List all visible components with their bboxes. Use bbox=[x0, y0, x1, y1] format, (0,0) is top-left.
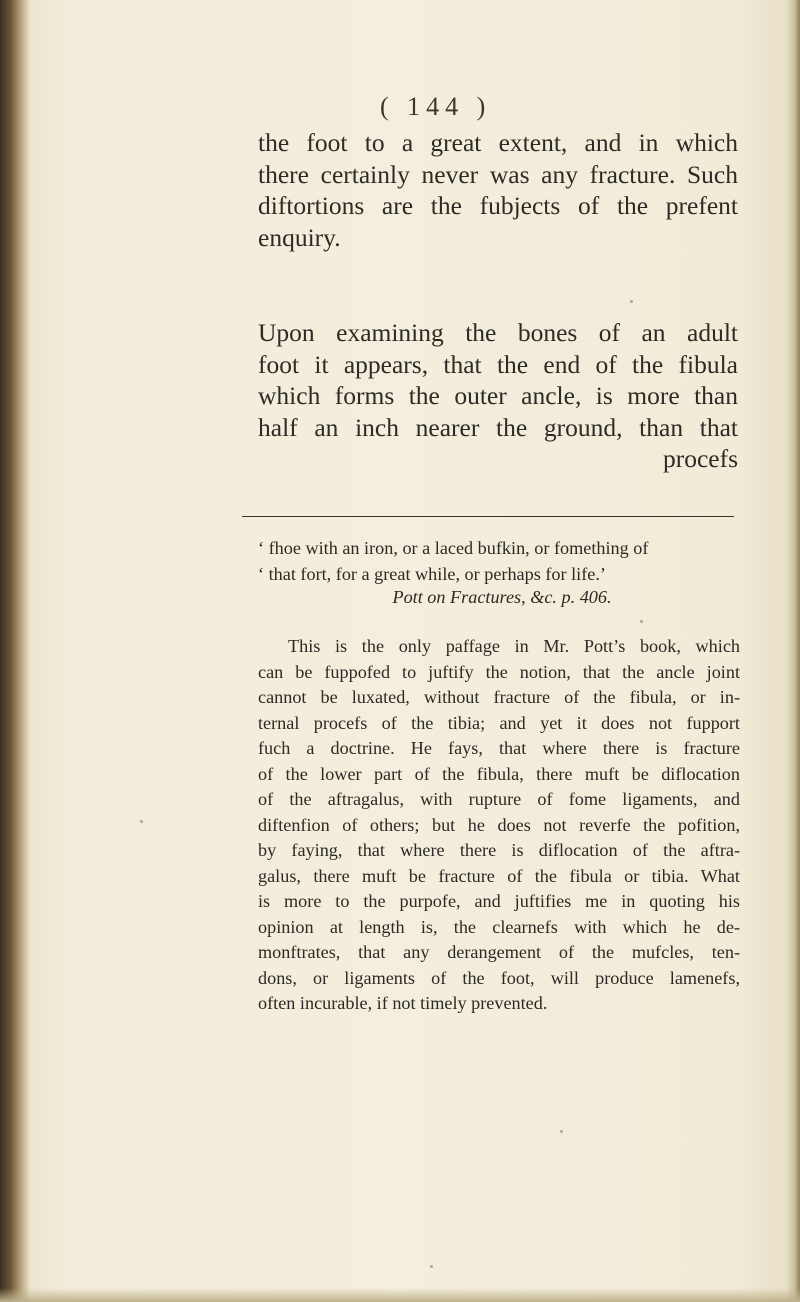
text-line: enquiry. bbox=[258, 222, 341, 252]
text-line: opinion at length is, the clearnefs with which he de- bbox=[258, 916, 740, 937]
footnote-citation: Pott on Fractures, &c. p. 406. bbox=[392, 587, 612, 607]
paragraph-2 bbox=[258, 317, 738, 475]
text-line: diftortions are the fubjects of the prefent bbox=[258, 191, 738, 220]
text-line: half an inch nearer the ground, than that bbox=[258, 412, 738, 442]
text-line: can be fuppofed to juftify the notion, that the ancle joint bbox=[258, 661, 740, 682]
footnote-quote bbox=[258, 536, 740, 587]
text-line: Upon examining the bones of an adult bbox=[258, 318, 738, 347]
text-line: often incurable, if not timely prevented. bbox=[258, 993, 548, 1013]
text-line: the foot to a great extent, and in which bbox=[258, 128, 738, 157]
paragraph-1 bbox=[258, 127, 738, 253]
text-line: foot it appears, that the end of the fibula bbox=[258, 349, 738, 379]
footnote-divider bbox=[242, 516, 734, 517]
page-number: ( 144 ) bbox=[380, 92, 492, 121]
text-line: dons, or ligaments of the foot, will produce lamenefs, bbox=[258, 967, 740, 988]
text-line: ‘ fhoe with an iron, or a laced bufkin, or fomething of bbox=[258, 538, 649, 558]
text-line: which forms the outer ancle, is more than bbox=[258, 381, 738, 410]
text-line: diftenfion of others; but he does not reverfe the pofition, bbox=[258, 814, 740, 835]
text-line: ternal procefs of the tibia; and yet it does not fupport bbox=[258, 712, 740, 733]
text-line: there certainly never was any fracture. Such bbox=[258, 159, 738, 189]
page-edge-right bbox=[786, 0, 800, 1302]
text-line: galus, there muft be fracture of the fibula or tibia. What bbox=[258, 865, 740, 886]
text-line: ‘ that fort, for a great while, or perhaps for life.’ bbox=[258, 563, 606, 584]
catchword: procefs bbox=[662, 444, 738, 473]
text-line: of the lower part of the fibula, there muft be diflocation bbox=[258, 763, 740, 784]
paper-speck bbox=[140, 820, 143, 823]
book-spine-shadow bbox=[0, 0, 30, 1302]
text-line: This is the only paffage in Mr. Pott’s book, which bbox=[288, 636, 740, 656]
footnote-body bbox=[258, 634, 740, 1017]
paper-speck bbox=[640, 620, 643, 623]
text-line: cannot be luxated, without fracture of the fibula, or in- bbox=[258, 687, 740, 707]
paper-speck bbox=[630, 300, 633, 303]
text-line: of the aftragalus, with rupture of fome ligaments, and bbox=[258, 789, 740, 809]
text-line: fuch a doctrine. He fays, that where there is fracture bbox=[258, 738, 740, 758]
text-line: by faying, that where there is diflocation of the aftra- bbox=[258, 840, 740, 860]
text-line: monftrates, that any derangement of the mufcles, ten- bbox=[258, 942, 740, 962]
page-edge-bottom bbox=[0, 1288, 800, 1302]
paper-speck bbox=[560, 1130, 563, 1133]
paper-speck bbox=[430, 1265, 433, 1268]
text-line: is more to the purpofe, and juftifies me in quoting his bbox=[258, 891, 740, 911]
